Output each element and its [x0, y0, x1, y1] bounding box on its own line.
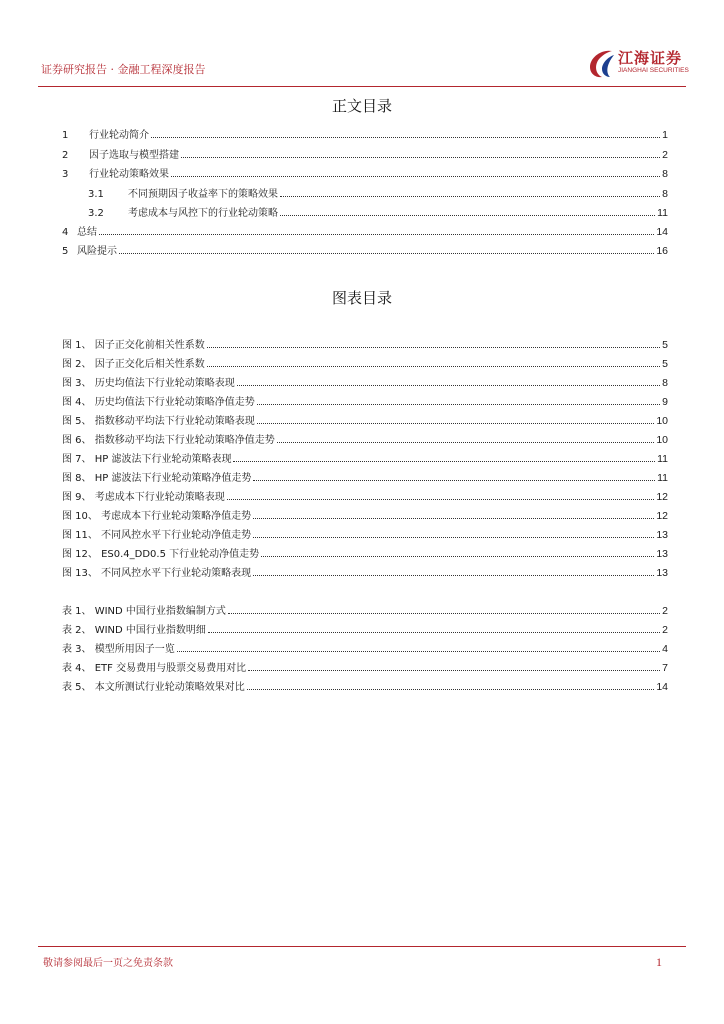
toc-leader-dots — [253, 536, 654, 538]
table-entry-label: 表 1、 WIND 中国行业指数编制方式 — [62, 606, 226, 617]
toc-leader-dots — [207, 365, 660, 367]
figure-entry-page: 11 — [657, 453, 668, 465]
figure-entry[interactable] — [62, 508, 668, 522]
table-entry-page: 4 — [662, 643, 668, 655]
toc-item-number: 3.2 — [88, 208, 104, 219]
toc-item-page: 1 — [662, 129, 668, 141]
toc-item-page: 8 — [662, 168, 668, 180]
figure-entry-page: 10 — [656, 434, 668, 446]
figure-entry[interactable] — [62, 546, 668, 560]
toc-leader-dots — [119, 252, 654, 254]
toc-leader-dots — [261, 555, 654, 557]
table-entry-label: 表 3、 模型所用因子一览 — [62, 644, 175, 655]
toc-leader-dots — [177, 650, 660, 652]
figure-entry-label: 图 5、 指数移动平均法下行业轮动策略表现 — [62, 416, 255, 427]
toc-item-title: 因子选取与模型搭建 — [89, 150, 179, 161]
brand-name-cn: 江海证券 — [618, 49, 683, 67]
figure-entry[interactable] — [62, 451, 668, 465]
toc-leader-dots — [280, 195, 660, 197]
brand-logo-icon — [586, 47, 616, 81]
figure-entry-label: 图 13、 不同风控水平下行业轮动策略表现 — [62, 568, 252, 579]
table-entry[interactable] — [62, 660, 668, 674]
toc-leader-dots — [99, 233, 654, 235]
figure-toc-title: 图表目录 — [331, 289, 392, 307]
toc-leader-dots — [208, 631, 660, 633]
toc-item-page: 8 — [662, 188, 668, 200]
figure-entry[interactable] — [62, 413, 668, 427]
toc-item-page: 16 — [656, 245, 668, 257]
footer-divider — [38, 946, 686, 947]
toc-leader-dots — [228, 612, 660, 614]
toc-item-title: 行业轮动策略效果 — [89, 169, 169, 180]
disclaimer-notice: 敬请参阅最后一页之免责条款 — [43, 958, 173, 969]
toc-item-number: 2 — [62, 150, 69, 161]
brand-logo — [586, 47, 690, 81]
figure-entry-label: 图 6、 指数移动平均法下行业轮动策略净值走势 — [62, 435, 275, 446]
toc-subitem[interactable] — [88, 205, 668, 219]
table-entry-label: 表 5、 本文所测试行业轮动策略效果对比 — [62, 682, 245, 693]
report-type-header: 证券研究报告 · 金融工程深度报告 — [41, 63, 206, 76]
toc-item-number: 4 — [62, 227, 69, 238]
figure-entry-label: 图 3、 历史均值法下行业轮动策略表现 — [62, 378, 235, 389]
table-entry[interactable] — [62, 622, 668, 636]
toc-leader-dots — [248, 669, 660, 671]
figure-entry-label: 图 8、 HP 滤波法下行业轮动策略净值走势 — [62, 473, 252, 484]
figure-entry-label: 图 11、 不同风控水平下行业轮动净值走势 — [62, 530, 252, 541]
figure-entry-page: 9 — [662, 396, 668, 408]
figure-entry-page: 12 — [656, 491, 668, 503]
figure-entry-page: 13 — [656, 529, 668, 541]
table-entry-label: 表 2、 WIND 中国行业指数明细 — [62, 625, 206, 636]
figure-entry[interactable] — [62, 470, 668, 484]
figure-entry-label: 图 1、 因子正交化前相关性系数 — [62, 340, 205, 351]
toc-leader-dots — [181, 156, 660, 158]
toc-leader-dots — [171, 175, 660, 177]
toc-leader-dots — [227, 498, 655, 500]
page-number: 1 — [656, 955, 662, 969]
figure-entry-page: 5 — [662, 339, 668, 351]
figure-entry-page: 5 — [662, 358, 668, 370]
figure-entry[interactable] — [62, 394, 668, 408]
table-entry[interactable] — [62, 679, 668, 693]
toc-item[interactable] — [62, 224, 668, 238]
figure-entry[interactable] — [62, 489, 668, 503]
table-entry[interactable] — [62, 603, 668, 617]
table-entry-page: 2 — [662, 624, 668, 636]
toc-item-title: 总结 — [77, 227, 97, 238]
toc-item-number: 5 — [62, 246, 69, 257]
figure-entry-label: 图 9、 考虑成本下行业轮动策略表现 — [62, 492, 225, 503]
toc-item-title: 风险提示 — [77, 246, 117, 257]
toc-leader-dots — [277, 441, 655, 443]
toc-item-number: 3.1 — [88, 189, 104, 200]
figure-entry-label: 图 2、 因子正交化后相关性系数 — [62, 359, 205, 370]
table-entry-page: 2 — [662, 605, 668, 617]
figure-entry[interactable] — [62, 375, 668, 389]
figure-entry[interactable] — [62, 337, 668, 351]
figure-entry-label: 图 7、 HP 滤波法下行业轮动策略表现 — [62, 454, 232, 465]
figure-entry-page: 8 — [662, 377, 668, 389]
toc-leader-dots — [257, 403, 660, 405]
toc-item[interactable] — [62, 147, 668, 161]
figure-entry[interactable] — [62, 356, 668, 370]
brand-name-en: JIANGHAI SECURITIES — [618, 67, 689, 74]
toc-item-page: 14 — [656, 226, 668, 238]
toc-leader-dots — [253, 574, 654, 576]
toc-leader-dots — [237, 384, 660, 386]
figure-entry-page: 11 — [657, 472, 668, 484]
toc-leader-dots — [253, 479, 655, 481]
table-entry[interactable] — [62, 641, 668, 655]
table-entry-page: 7 — [662, 662, 668, 674]
toc-item[interactable] — [62, 243, 668, 257]
toc-leader-dots — [207, 346, 660, 348]
figure-entry[interactable] — [62, 527, 668, 541]
table-entry-page: 14 — [656, 681, 668, 693]
figure-entry[interactable] — [62, 432, 668, 446]
toc-leader-dots — [253, 517, 654, 519]
toc-item-number: 3 — [62, 169, 69, 180]
toc-item-title: 不同预期因子收益率下的策略效果 — [128, 189, 278, 200]
toc-item-title: 考虑成本与风控下的行业轮动策略 — [128, 208, 278, 219]
header-divider — [38, 86, 686, 87]
toc-leader-dots — [280, 214, 655, 216]
toc-item[interactable] — [62, 166, 668, 180]
figure-entry-label: 图 4、 历史均值法下行业轮动策略净值走势 — [62, 397, 255, 408]
figure-entry-page: 13 — [656, 567, 668, 579]
table-entry-label: 表 4、 ETF 交易费用与股票交易费用对比 — [62, 663, 247, 674]
figure-entry-page: 10 — [656, 415, 668, 427]
toc-leader-dots — [233, 460, 655, 462]
toc-item-page: 2 — [662, 149, 668, 161]
toc-item-page: 11 — [657, 207, 668, 219]
figure-entry[interactable] — [62, 565, 668, 579]
figure-entry-page: 12 — [656, 510, 668, 522]
figure-entry-label: 图 12、 ES0.4_DD0.5 下行业轮动净值走势 — [62, 549, 260, 560]
figure-entry-label: 图 10、 考虑成本下行业轮动策略净值走势 — [62, 511, 252, 522]
main-toc-title: 正文目录 — [331, 97, 392, 115]
figure-entry-page: 13 — [656, 548, 668, 560]
toc-leader-dots — [247, 688, 655, 690]
toc-item-number: 1 — [62, 130, 69, 141]
toc-leader-dots — [151, 136, 660, 138]
toc-item[interactable] — [62, 127, 668, 141]
toc-item-title: 行业轮动简介 — [89, 130, 149, 141]
toc-leader-dots — [257, 422, 655, 424]
toc-subitem[interactable] — [88, 186, 668, 200]
